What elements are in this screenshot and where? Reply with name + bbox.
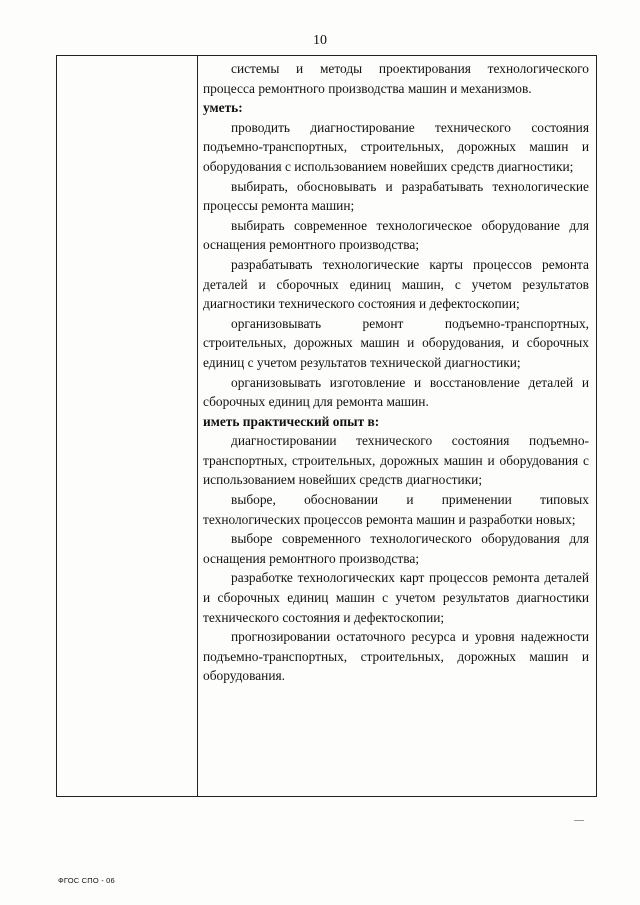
requirement-paragraph: прогнозировании остаточного ресурса и уровня надежности подъемно-транспортных, строительных, дорожных машин и оборудования. [203, 629, 589, 684]
requirement-paragraph: разрабатывать технологические карты процессов ремонта деталей и сборочных единиц машин, с учетом результатов диагностики технического состояния и дефектоскопии; [203, 256, 589, 312]
requirement-paragraph: выбирать современное технологическое оборудование для оснащения ремонтного производства; [203, 217, 589, 253]
requirement-paragraph: организовывать изготовление и восстановление деталей и сборочных единиц для ремонта машин. [203, 374, 589, 410]
requirement-paragraph: разработке технологических карт процессов ремонта деталей и сборочных единиц машин с учетом результатов диагностики технического состояния и дефектоскопии; [203, 570, 589, 625]
requirement-paragraph: выборе современного технологического оборудования для оснащения ремонтного производства; [203, 531, 589, 566]
scan-mark [574, 820, 584, 821]
section-heading: иметь практический опыт в: [203, 413, 380, 429]
footer-label: ФГОС СПО - 06 [58, 876, 115, 885]
content-table [56, 55, 597, 797]
requirement-paragraph: диагностировании технического состояния подъемно-транспортных, строительных, дорожных машин и оборудования с использованием новейших средств диагностики; [203, 433, 589, 488]
requirement-paragraph: организовывать ремонт подъемно-транспортных, строительных, дорожных машин и оборудования, и сборочных единиц с учетом результатов технической диагностики; [203, 315, 589, 370]
column-divider [197, 56, 198, 796]
page-number: 10 [313, 33, 327, 48]
requirement-paragraph: выбирать, обосновывать и разрабатывать технологические процессы ремонта машин; [203, 178, 589, 214]
section-heading: уметь: [203, 100, 243, 116]
requirement-paragraph: проводить диагностирование технического состояния подъемно-транспортных, строительных, дорожных машин и оборудования с использованием новейших средств диагностики; [203, 119, 589, 174]
requirement-paragraph: системы и методы проектирования технологического процесса ремонтного производства машин и механизмов. [203, 61, 589, 96]
requirement-paragraph: выборе, обосновании и применении типовых технологических процессов ремонта машин и разработки новых; [203, 492, 589, 527]
requirements-cell [203, 59, 589, 686]
